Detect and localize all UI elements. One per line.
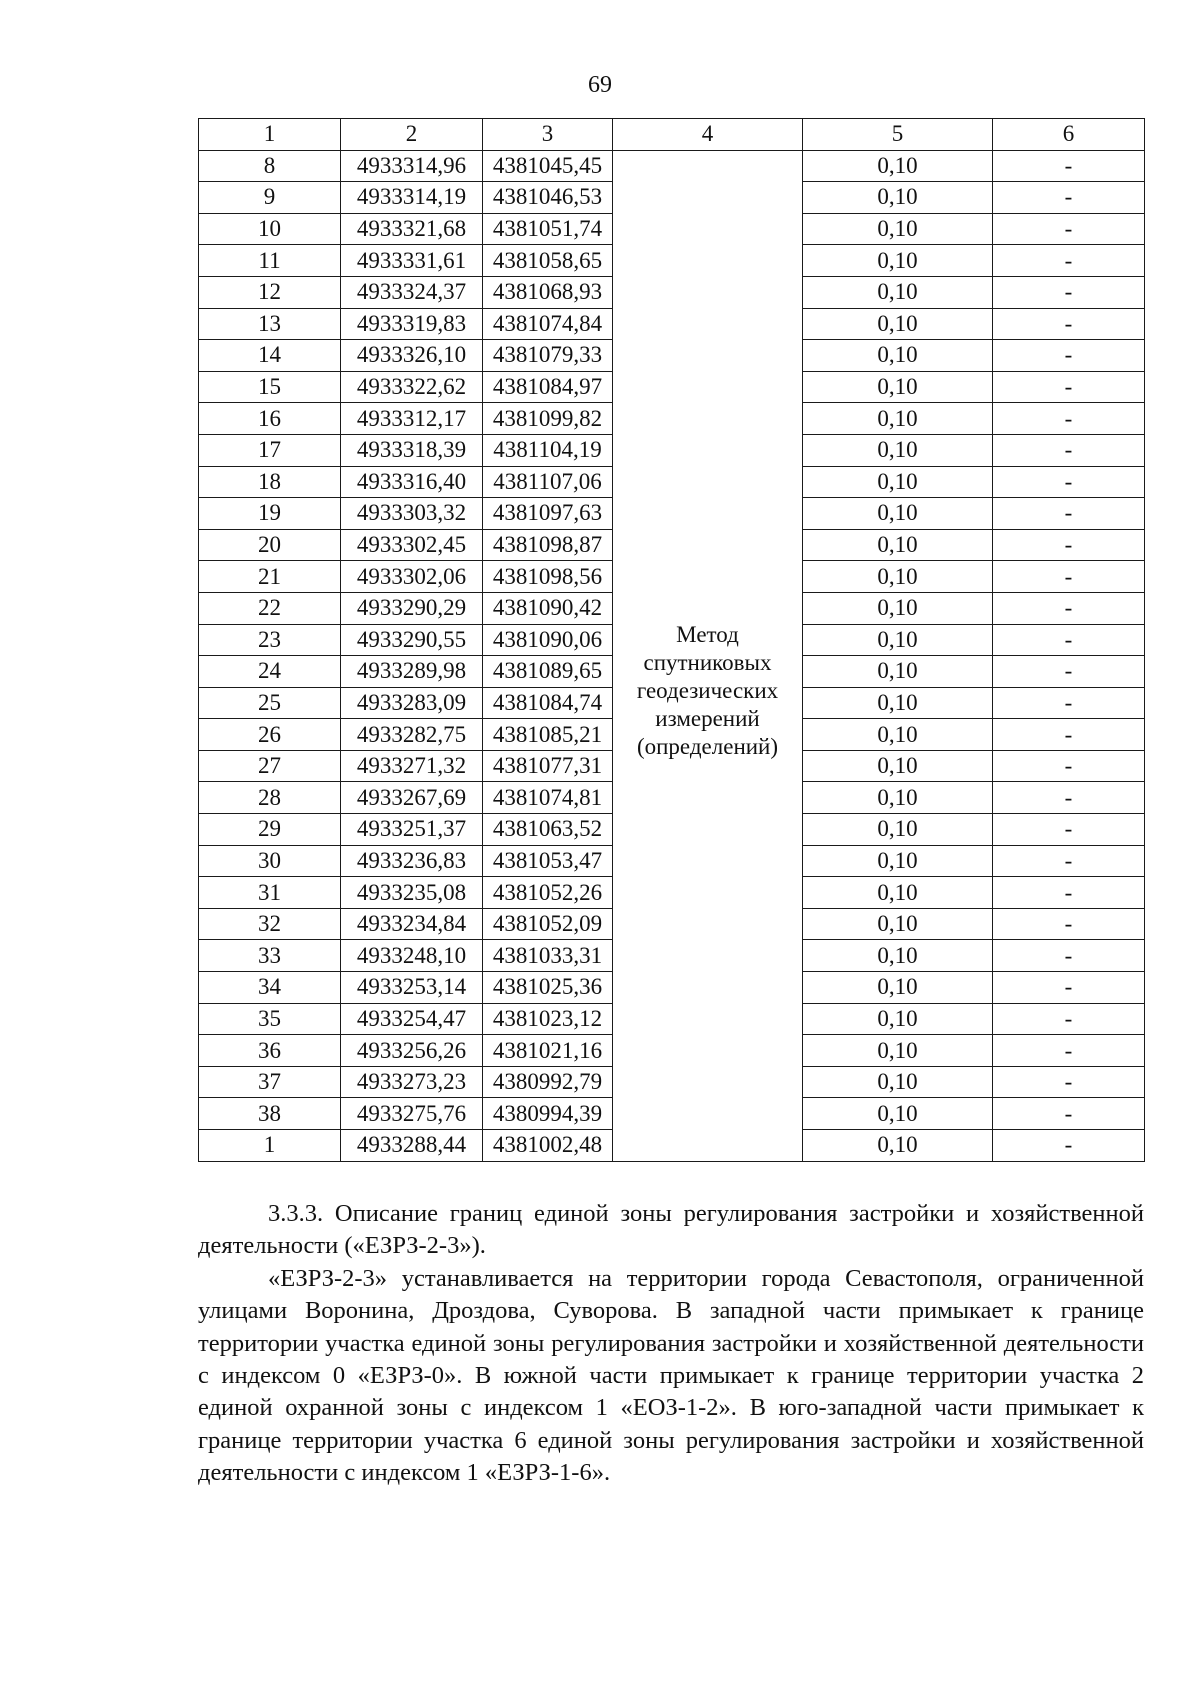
y-coordinate-cell: 4381033,31 — [483, 940, 613, 972]
note-cell: - — [993, 1098, 1145, 1130]
point-number-cell: 20 — [199, 529, 341, 561]
coordinates-table — [198, 118, 1145, 1162]
point-number-cell: 27 — [199, 750, 341, 782]
note-cell: - — [993, 466, 1145, 498]
accuracy-cell: 0,10 — [803, 340, 993, 372]
y-coordinate-cell: 4381090,06 — [483, 624, 613, 656]
note-cell: - — [993, 561, 1145, 593]
x-coordinate-cell: 4933282,75 — [341, 719, 483, 751]
y-coordinate-cell: 4380994,39 — [483, 1098, 613, 1130]
y-coordinate-cell: 4381089,65 — [483, 656, 613, 688]
point-number-cell: 33 — [199, 940, 341, 972]
x-coordinate-cell: 4933275,76 — [341, 1098, 483, 1130]
y-coordinate-cell: 4381104,19 — [483, 434, 613, 466]
note-cell: - — [993, 845, 1145, 877]
x-coordinate-cell: 4933326,10 — [341, 340, 483, 372]
x-coordinate-cell: 4933290,55 — [341, 624, 483, 656]
point-number-cell: 16 — [199, 403, 341, 435]
y-coordinate-cell: 4381058,65 — [483, 245, 613, 277]
note-cell: - — [993, 750, 1145, 782]
x-coordinate-cell: 4933321,68 — [341, 213, 483, 245]
note-cell: - — [993, 592, 1145, 624]
point-number-cell: 29 — [199, 814, 341, 846]
note-cell: - — [993, 782, 1145, 814]
y-coordinate-cell: 4381045,45 — [483, 150, 613, 182]
accuracy-cell: 0,10 — [803, 434, 993, 466]
point-number-cell: 31 — [199, 877, 341, 909]
y-coordinate-cell: 4380992,79 — [483, 1066, 613, 1098]
note-cell: - — [993, 245, 1145, 277]
x-coordinate-cell: 4933290,29 — [341, 592, 483, 624]
point-number-cell: 38 — [199, 1098, 341, 1130]
x-coordinate-cell: 4933318,39 — [341, 434, 483, 466]
accuracy-cell: 0,10 — [803, 908, 993, 940]
x-coordinate-cell: 4933253,14 — [341, 972, 483, 1004]
x-coordinate-cell: 4933303,32 — [341, 498, 483, 530]
note-cell: - — [993, 940, 1145, 972]
accuracy-cell: 0,10 — [803, 719, 993, 751]
note-cell: - — [993, 434, 1145, 466]
accuracy-cell: 0,10 — [803, 687, 993, 719]
point-number-cell: 21 — [199, 561, 341, 593]
point-number-cell: 14 — [199, 340, 341, 372]
accuracy-cell: 0,10 — [803, 782, 993, 814]
note-cell: - — [993, 1035, 1145, 1067]
y-coordinate-cell: 4381098,87 — [483, 529, 613, 561]
table-header-row — [199, 119, 1145, 151]
accuracy-cell: 0,10 — [803, 940, 993, 972]
note-cell: - — [993, 340, 1145, 372]
y-coordinate-cell: 4381079,33 — [483, 340, 613, 372]
y-coordinate-cell: 4381099,82 — [483, 403, 613, 435]
note-cell: - — [993, 182, 1145, 214]
accuracy-cell: 0,10 — [803, 213, 993, 245]
y-coordinate-cell: 4381053,47 — [483, 845, 613, 877]
point-number-cell: 34 — [199, 972, 341, 1004]
x-coordinate-cell: 4933314,96 — [341, 150, 483, 182]
accuracy-cell: 0,10 — [803, 529, 993, 561]
y-coordinate-cell: 4381077,31 — [483, 750, 613, 782]
x-coordinate-cell: 4933267,69 — [341, 782, 483, 814]
point-number-cell: 36 — [199, 1035, 341, 1067]
x-coordinate-cell: 4933324,37 — [341, 276, 483, 308]
accuracy-cell: 0,10 — [803, 845, 993, 877]
note-cell: - — [993, 1066, 1145, 1098]
point-number-cell: 11 — [199, 245, 341, 277]
accuracy-cell: 0,10 — [803, 561, 993, 593]
y-coordinate-cell: 4381052,09 — [483, 908, 613, 940]
y-coordinate-cell: 4381002,48 — [483, 1130, 613, 1162]
x-coordinate-cell: 4933254,47 — [341, 1003, 483, 1035]
point-number-cell: 1 — [199, 1130, 341, 1162]
header-cell: 4 — [613, 119, 803, 151]
point-number-cell: 9 — [199, 182, 341, 214]
accuracy-cell: 0,10 — [803, 466, 993, 498]
note-cell: - — [993, 1003, 1145, 1035]
y-coordinate-cell: 4381023,12 — [483, 1003, 613, 1035]
y-coordinate-cell: 4381051,74 — [483, 213, 613, 245]
y-coordinate-cell: 4381021,16 — [483, 1035, 613, 1067]
y-coordinate-cell: 4381025,36 — [483, 972, 613, 1004]
point-number-cell: 32 — [199, 908, 341, 940]
y-coordinate-cell: 4381068,93 — [483, 276, 613, 308]
y-coordinate-cell: 4381074,84 — [483, 308, 613, 340]
point-number-cell: 17 — [199, 434, 341, 466]
point-number-cell: 8 — [199, 150, 341, 182]
note-cell: - — [993, 687, 1145, 719]
x-coordinate-cell: 4933316,40 — [341, 466, 483, 498]
note-cell: - — [993, 371, 1145, 403]
note-cell: - — [993, 877, 1145, 909]
note-cell: - — [993, 529, 1145, 561]
point-number-cell: 15 — [199, 371, 341, 403]
note-cell: - — [993, 150, 1145, 182]
page-number: 69 — [588, 72, 612, 98]
point-number-cell: 13 — [199, 308, 341, 340]
point-number-cell: 26 — [199, 719, 341, 751]
x-coordinate-cell: 4933314,19 — [341, 182, 483, 214]
x-coordinate-cell: 4933331,61 — [341, 245, 483, 277]
accuracy-cell: 0,10 — [803, 972, 993, 1004]
note-cell: - — [993, 498, 1145, 530]
note-cell: - — [993, 656, 1145, 688]
accuracy-cell: 0,10 — [803, 877, 993, 909]
header-cell: 3 — [483, 119, 613, 151]
point-number-cell: 22 — [199, 592, 341, 624]
point-number-cell: 23 — [199, 624, 341, 656]
method-cell: Метод спутниковых геодезических измерений (определений) — [613, 150, 803, 1161]
x-coordinate-cell: 4933319,83 — [341, 308, 483, 340]
accuracy-cell: 0,10 — [803, 814, 993, 846]
description-text — [198, 1198, 1144, 1490]
y-coordinate-cell: 4381085,21 — [483, 719, 613, 751]
y-coordinate-cell: 4381046,53 — [483, 182, 613, 214]
accuracy-cell: 0,10 — [803, 276, 993, 308]
y-coordinate-cell: 4381052,26 — [483, 877, 613, 909]
x-coordinate-cell: 4933234,84 — [341, 908, 483, 940]
header-cell: 2 — [341, 119, 483, 151]
x-coordinate-cell: 4933289,98 — [341, 656, 483, 688]
accuracy-cell: 0,10 — [803, 150, 993, 182]
note-cell: - — [993, 624, 1145, 656]
x-coordinate-cell: 4933288,44 — [341, 1130, 483, 1162]
x-coordinate-cell: 4933271,32 — [341, 750, 483, 782]
x-coordinate-cell: 4933302,45 — [341, 529, 483, 561]
x-coordinate-cell: 4933251,37 — [341, 814, 483, 846]
accuracy-cell: 0,10 — [803, 403, 993, 435]
accuracy-cell: 0,10 — [803, 1066, 993, 1098]
x-coordinate-cell: 4933248,10 — [341, 940, 483, 972]
paragraph: «ЕЗРЗ-2-3» устанавливается на территории города Севастополя, ограниченной улицами Воронина, Дроздова, Суворова. В западной части примыкает к границе территории участка единой зоны регулирования застройки и хозяйственной деятельности с индексом 0 «ЕЗРЗ-0». В южной части примыкает к границе территории участка 2 единой охранной зоны с индексом 1 «ЕОЗ-1-2». В юго-западной части примыкает к границе территории участка 6 единой зоны регулирования застройки и хозяйственной деятельности с индексом 1 «ЕЗРЗ-1-6». — [198, 1264, 1144, 1487]
note-cell: - — [993, 403, 1145, 435]
x-coordinate-cell: 4933235,08 — [341, 877, 483, 909]
accuracy-cell: 0,10 — [803, 592, 993, 624]
x-coordinate-cell: 4933322,62 — [341, 371, 483, 403]
y-coordinate-cell: 4381090,42 — [483, 592, 613, 624]
note-cell: - — [993, 213, 1145, 245]
point-number-cell: 18 — [199, 466, 341, 498]
note-cell: - — [993, 308, 1145, 340]
point-number-cell: 37 — [199, 1066, 341, 1098]
x-coordinate-cell: 4933236,83 — [341, 845, 483, 877]
accuracy-cell: 0,10 — [803, 1035, 993, 1067]
accuracy-cell: 0,10 — [803, 1098, 993, 1130]
point-number-cell: 10 — [199, 213, 341, 245]
section-heading: 3.3.3. Описание границ единой зоны регулирования застройки и хозяйственной деятельности («ЕЗРЗ-2-3»). — [198, 1200, 1144, 1260]
accuracy-cell: 0,10 — [803, 498, 993, 530]
header-cell: 1 — [199, 119, 341, 151]
note-cell: - — [993, 972, 1145, 1004]
accuracy-cell: 0,10 — [803, 245, 993, 277]
accuracy-cell: 0,10 — [803, 182, 993, 214]
x-coordinate-cell: 4933283,09 — [341, 687, 483, 719]
accuracy-cell: 0,10 — [803, 1003, 993, 1035]
y-coordinate-cell: 4381084,97 — [483, 371, 613, 403]
point-number-cell: 30 — [199, 845, 341, 877]
note-cell: - — [993, 719, 1145, 751]
note-cell: - — [993, 1130, 1145, 1162]
y-coordinate-cell: 4381063,52 — [483, 814, 613, 846]
accuracy-cell: 0,10 — [803, 624, 993, 656]
y-coordinate-cell: 4381107,06 — [483, 466, 613, 498]
point-number-cell: 12 — [199, 276, 341, 308]
y-coordinate-cell: 4381097,63 — [483, 498, 613, 530]
accuracy-cell: 0,10 — [803, 1130, 993, 1162]
point-number-cell: 24 — [199, 656, 341, 688]
point-number-cell: 28 — [199, 782, 341, 814]
accuracy-cell: 0,10 — [803, 308, 993, 340]
header-cell: 6 — [993, 119, 1145, 151]
point-number-cell: 19 — [199, 498, 341, 530]
x-coordinate-cell: 4933273,23 — [341, 1066, 483, 1098]
x-coordinate-cell: 4933312,17 — [341, 403, 483, 435]
point-number-cell: 25 — [199, 687, 341, 719]
x-coordinate-cell: 4933256,26 — [341, 1035, 483, 1067]
accuracy-cell: 0,10 — [803, 750, 993, 782]
y-coordinate-cell: 4381074,81 — [483, 782, 613, 814]
accuracy-cell: 0,10 — [803, 656, 993, 688]
y-coordinate-cell: 4381084,74 — [483, 687, 613, 719]
note-cell: - — [993, 908, 1145, 940]
x-coordinate-cell: 4933302,06 — [341, 561, 483, 593]
note-cell: - — [993, 814, 1145, 846]
header-cell: 5 — [803, 119, 993, 151]
note-cell: - — [993, 276, 1145, 308]
accuracy-cell: 0,10 — [803, 371, 993, 403]
point-number-cell: 35 — [199, 1003, 341, 1035]
table-row — [199, 150, 1145, 182]
y-coordinate-cell: 4381098,56 — [483, 561, 613, 593]
